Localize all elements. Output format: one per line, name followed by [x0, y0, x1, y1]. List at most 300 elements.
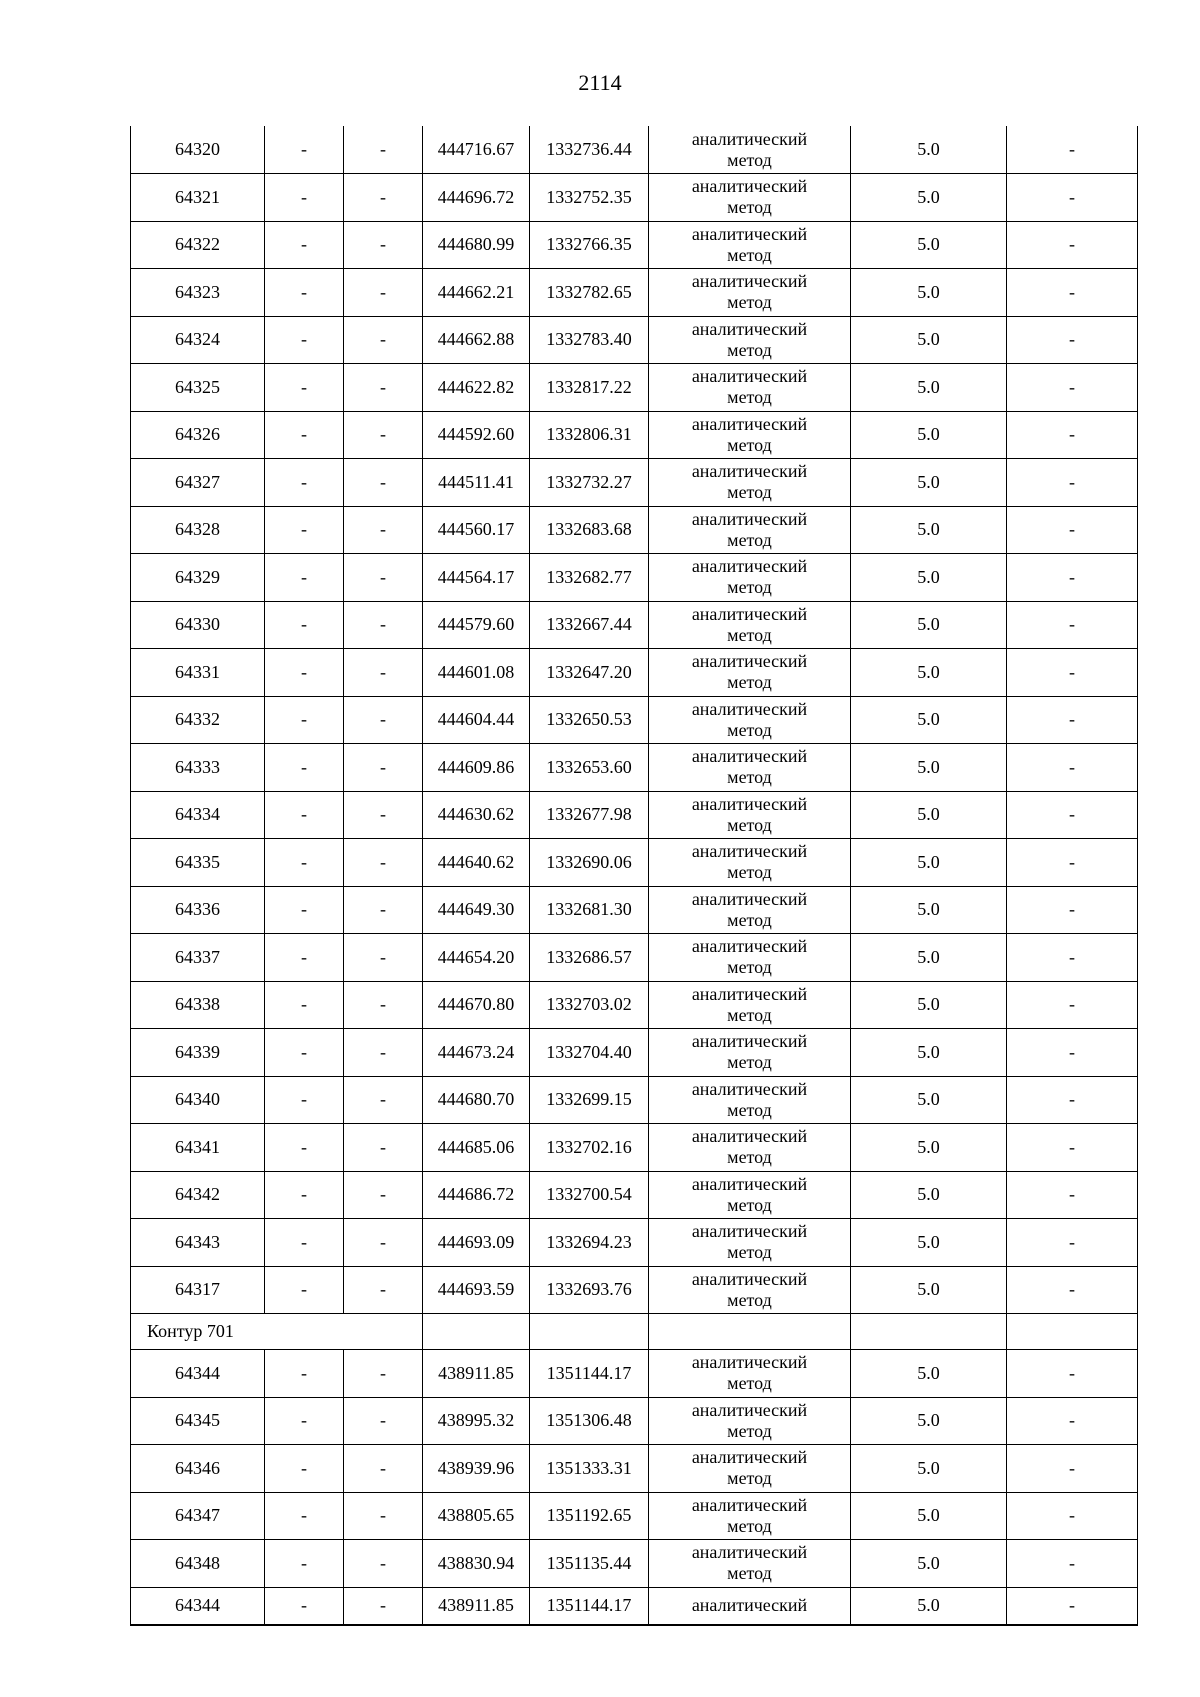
empty-cell: - — [1007, 1350, 1138, 1398]
empty-cell: - — [344, 554, 423, 602]
empty-cell: - — [265, 981, 344, 1029]
empty-cell: - — [344, 1171, 423, 1219]
empty-cell: - — [344, 1029, 423, 1077]
accuracy-cell: 5.0 — [851, 364, 1007, 412]
point-id-cell: 64330 — [131, 601, 265, 649]
method-cell — [649, 981, 851, 1029]
empty-cell: - — [344, 1350, 423, 1398]
point-id-cell: 64343 — [131, 1219, 265, 1267]
table-row — [131, 269, 1138, 317]
accuracy-cell: 5.0 — [851, 1171, 1007, 1219]
empty-cell: - — [344, 1492, 423, 1540]
empty-cell: - — [344, 1397, 423, 1445]
empty-cell: - — [265, 934, 344, 982]
point-id-cell: 64344 — [131, 1587, 265, 1625]
method-line-2: метод — [727, 1515, 772, 1536]
x-coordinate-cell: 444680.99 — [423, 221, 530, 269]
x-coordinate-cell: 444640.62 — [423, 839, 530, 887]
empty-cell: - — [344, 459, 423, 507]
empty-cell: - — [1007, 174, 1138, 222]
method-cell — [649, 1029, 851, 1077]
empty-cell: - — [1007, 1445, 1138, 1493]
empty-cell: - — [1007, 221, 1138, 269]
y-coordinate-cell: 1332686.57 — [530, 934, 649, 982]
method-cell — [649, 696, 851, 744]
empty-cell: - — [1007, 1397, 1138, 1445]
table-row — [131, 459, 1138, 507]
empty-cell: - — [1007, 126, 1138, 174]
accuracy-cell: 5.0 — [851, 696, 1007, 744]
method-cell — [649, 459, 851, 507]
point-id-cell: 64334 — [131, 791, 265, 839]
method-line-1: аналитический — [691, 651, 808, 672]
method-line-2: метод — [727, 339, 772, 360]
x-coordinate-cell: 438939.96 — [423, 1445, 530, 1493]
accuracy-cell: 5.0 — [851, 1076, 1007, 1124]
empty-cell: - — [344, 269, 423, 317]
empty-cell: - — [1007, 1492, 1138, 1540]
point-id-cell: 64329 — [131, 554, 265, 602]
method-cell — [649, 934, 851, 982]
method-cell — [649, 649, 851, 697]
empty-cell: - — [344, 981, 423, 1029]
method-line-2: метод — [727, 149, 772, 170]
method-line-2: метод — [727, 862, 772, 883]
method-cell: аналитический — [649, 1587, 851, 1625]
method-cell — [649, 886, 851, 934]
y-coordinate-cell: 1332647.20 — [530, 649, 649, 697]
point-id-cell: 64342 — [131, 1171, 265, 1219]
empty-cell: - — [265, 269, 344, 317]
x-coordinate-cell: 444693.59 — [423, 1266, 530, 1314]
empty-cell: - — [1007, 411, 1138, 459]
point-id-cell: 64336 — [131, 886, 265, 934]
empty-cell: - — [1007, 791, 1138, 839]
method-line-1: аналитический — [691, 1268, 808, 1289]
table-body-contour-700 — [131, 126, 1138, 1314]
table-row — [131, 791, 1138, 839]
empty-cell: - — [265, 744, 344, 792]
empty-cell: - — [1007, 886, 1138, 934]
y-coordinate-cell: 1351306.48 — [530, 1397, 649, 1445]
accuracy-cell: 5.0 — [851, 126, 1007, 174]
y-coordinate-cell: 1332817.22 — [530, 364, 649, 412]
x-coordinate-cell: 444649.30 — [423, 886, 530, 934]
empty-cell: - — [265, 1350, 344, 1398]
y-coordinate-cell: 1332694.23 — [530, 1219, 649, 1267]
empty-cell: - — [344, 649, 423, 697]
accuracy-cell: 5.0 — [851, 506, 1007, 554]
x-coordinate-cell: 444716.67 — [423, 126, 530, 174]
method-line-1: аналитический — [691, 318, 808, 339]
section-row — [131, 1314, 1138, 1350]
y-coordinate-cell: 1332752.35 — [530, 174, 649, 222]
x-coordinate-cell: 444693.09 — [423, 1219, 530, 1267]
empty-cell: - — [265, 1076, 344, 1124]
table-row — [131, 506, 1138, 554]
table-row — [131, 1445, 1138, 1493]
y-coordinate-cell: 1332736.44 — [530, 126, 649, 174]
empty-cell: - — [344, 744, 423, 792]
empty-cell: - — [344, 934, 423, 982]
method-line-2: метод — [727, 482, 772, 503]
accuracy-cell: 5.0 — [851, 1219, 1007, 1267]
method-line-1: аналитический — [691, 1542, 808, 1563]
table-body-last — [131, 1587, 1138, 1625]
empty-cell: - — [265, 649, 344, 697]
point-id-cell: 64339 — [131, 1029, 265, 1077]
accuracy-cell: 5.0 — [851, 839, 1007, 887]
accuracy-cell: 5.0 — [851, 174, 1007, 222]
method-cell — [649, 601, 851, 649]
empty-cell: - — [1007, 839, 1138, 887]
method-cell — [649, 1171, 851, 1219]
point-id-cell: 64346 — [131, 1445, 265, 1493]
x-coordinate-cell: 444622.82 — [423, 364, 530, 412]
table-body-contour-701 — [131, 1350, 1138, 1588]
point-id-cell: 64322 — [131, 221, 265, 269]
y-coordinate-cell: 1332766.35 — [530, 221, 649, 269]
method-line-2: метод — [727, 1420, 772, 1441]
x-coordinate-cell: 444673.24 — [423, 1029, 530, 1077]
method-line-1: аналитический — [691, 698, 808, 719]
method-line-2: метод — [727, 1004, 772, 1025]
x-coordinate-cell: 444670.80 — [423, 981, 530, 1029]
empty-cell: - — [344, 1445, 423, 1493]
empty-cell: - — [265, 506, 344, 554]
table-row — [131, 1029, 1138, 1077]
method-line-1: аналитический — [691, 366, 808, 387]
table-row — [131, 1540, 1138, 1588]
table-row — [131, 1219, 1138, 1267]
method-line-2: метод — [727, 529, 772, 550]
x-coordinate-cell: 444604.44 — [423, 696, 530, 744]
point-id-cell: 64331 — [131, 649, 265, 697]
empty-cell: - — [344, 221, 423, 269]
empty-cell: - — [265, 364, 344, 412]
point-id-cell: 64317 — [131, 1266, 265, 1314]
x-coordinate-cell: 444662.88 — [423, 316, 530, 364]
point-id-cell: 64324 — [131, 316, 265, 364]
method-line-1: аналитический — [691, 841, 808, 862]
method-line-2: метод — [727, 1373, 772, 1394]
table-row — [131, 316, 1138, 364]
x-coordinate-cell: 444680.70 — [423, 1076, 530, 1124]
y-coordinate-cell: 1332693.76 — [530, 1266, 649, 1314]
accuracy-cell: 5.0 — [851, 269, 1007, 317]
y-coordinate-cell: 1332704.40 — [530, 1029, 649, 1077]
y-coordinate-cell: 1332782.65 — [530, 269, 649, 317]
empty-cell: - — [1007, 981, 1138, 1029]
empty-cell: - — [1007, 649, 1138, 697]
y-coordinate-cell: 1332702.16 — [530, 1124, 649, 1172]
method-line-1: аналитический — [691, 176, 808, 197]
empty-cell: - — [1007, 1219, 1138, 1267]
method-line-1: аналитический — [691, 1494, 808, 1515]
empty-cell: - — [344, 316, 423, 364]
table-row — [131, 839, 1138, 887]
table-row — [131, 649, 1138, 697]
accuracy-cell: 5.0 — [851, 1587, 1007, 1625]
point-id-cell: 64344 — [131, 1350, 265, 1398]
method-line-1: аналитический — [691, 983, 808, 1004]
accuracy-cell: 5.0 — [851, 649, 1007, 697]
y-coordinate-cell: 1332732.27 — [530, 459, 649, 507]
empty-cell: - — [1007, 696, 1138, 744]
x-coordinate-cell: 438911.85 — [423, 1587, 530, 1625]
x-coordinate-cell: 444685.06 — [423, 1124, 530, 1172]
table-row — [131, 1397, 1138, 1445]
accuracy-cell: 5.0 — [851, 886, 1007, 934]
method-cell — [649, 1350, 851, 1398]
y-coordinate-cell: 1332783.40 — [530, 316, 649, 364]
x-coordinate-cell: 438911.85 — [423, 1350, 530, 1398]
method-line-2: метод — [727, 672, 772, 693]
accuracy-cell: 5.0 — [851, 934, 1007, 982]
method-line-1: аналитический — [691, 128, 808, 149]
point-id-cell: 64347 — [131, 1492, 265, 1540]
method-line-1: аналитический — [691, 793, 808, 814]
method-line-1: аналитический — [691, 271, 808, 292]
method-line-1: аналитический — [691, 1399, 808, 1420]
y-coordinate-cell: 1351144.17 — [530, 1350, 649, 1398]
x-coordinate-cell: 444579.60 — [423, 601, 530, 649]
table-row — [131, 1266, 1138, 1314]
method-line-1: аналитический — [691, 1173, 808, 1194]
table-row — [131, 364, 1138, 412]
table-row — [131, 934, 1138, 982]
point-id-cell: 64340 — [131, 1076, 265, 1124]
method-line-2: метод — [727, 387, 772, 408]
method-line-1: аналитический — [691, 508, 808, 529]
empty-cell: - — [265, 1397, 344, 1445]
empty-cell: - — [1007, 1266, 1138, 1314]
method-cell — [649, 744, 851, 792]
method-line-2: метод — [727, 577, 772, 598]
accuracy-cell: 5.0 — [851, 1029, 1007, 1077]
method-line-2: метод — [727, 814, 772, 835]
empty-cell: - — [265, 554, 344, 602]
empty-cell: - — [265, 601, 344, 649]
point-id-cell: 64333 — [131, 744, 265, 792]
method-line-2: метод — [727, 624, 772, 645]
table-row — [131, 1076, 1138, 1124]
method-cell — [649, 839, 851, 887]
point-id-cell: 64323 — [131, 269, 265, 317]
table-row — [131, 1124, 1138, 1172]
y-coordinate-cell: 1332653.60 — [530, 744, 649, 792]
empty-cell: - — [265, 1540, 344, 1588]
empty-cell: - — [265, 459, 344, 507]
empty-cell: - — [265, 696, 344, 744]
point-id-cell: 64335 — [131, 839, 265, 887]
method-line-2: метод — [727, 1099, 772, 1120]
method-line-1: аналитический — [691, 936, 808, 957]
y-coordinate-cell: 1332682.77 — [530, 554, 649, 602]
method-line-2: метод — [727, 719, 772, 740]
empty-cell: - — [265, 1219, 344, 1267]
empty-cell: - — [344, 506, 423, 554]
method-line-1: аналитический — [691, 603, 808, 624]
method-line-2: метод — [727, 767, 772, 788]
empty-cell: - — [1007, 459, 1138, 507]
empty-cell: - — [344, 1124, 423, 1172]
method-line-2: метод — [727, 909, 772, 930]
empty-cell: - — [265, 411, 344, 459]
method-line-2: метод — [727, 434, 772, 455]
method-line-2: метод — [727, 1194, 772, 1215]
empty-cell: - — [344, 1587, 423, 1625]
y-coordinate-cell: 1332690.06 — [530, 839, 649, 887]
method-line-1: аналитический — [691, 746, 808, 767]
method-cell — [649, 174, 851, 222]
x-coordinate-cell: 438995.32 — [423, 1397, 530, 1445]
table-body-section — [131, 1314, 1138, 1350]
table-row — [131, 554, 1138, 602]
method-line-2: метод — [727, 244, 772, 265]
method-line-1: аналитический — [691, 1221, 808, 1242]
method-line-1: аналитический — [691, 1352, 808, 1373]
page-number: 2114 — [578, 70, 622, 95]
y-coordinate-cell: 1351333.31 — [530, 1445, 649, 1493]
method-line-1: аналитический — [691, 1031, 808, 1052]
x-coordinate-cell: 444686.72 — [423, 1171, 530, 1219]
method-cell — [649, 411, 851, 459]
x-coordinate-cell: 444511.41 — [423, 459, 530, 507]
method-cell — [649, 554, 851, 602]
table-row — [131, 1492, 1138, 1540]
method-line-2: метод — [727, 1468, 772, 1489]
accuracy-cell: 5.0 — [851, 744, 1007, 792]
x-coordinate-cell: 444560.17 — [423, 506, 530, 554]
method-cell — [649, 1266, 851, 1314]
empty-cell: - — [344, 1219, 423, 1267]
method-cell — [649, 316, 851, 364]
table-row — [131, 174, 1138, 222]
empty-cell: - — [265, 791, 344, 839]
method-line-1: аналитический — [691, 223, 808, 244]
point-id-cell: 64327 — [131, 459, 265, 507]
empty-cell: - — [1007, 1076, 1138, 1124]
method-line-2: метод — [727, 1147, 772, 1168]
empty-cell: - — [265, 221, 344, 269]
empty-cell: - — [265, 886, 344, 934]
point-id-cell: 64338 — [131, 981, 265, 1029]
empty-cell: - — [265, 174, 344, 222]
empty-cell: - — [1007, 1124, 1138, 1172]
accuracy-cell: 5.0 — [851, 1397, 1007, 1445]
method-line-1: аналитический — [691, 1078, 808, 1099]
y-coordinate-cell: 1332650.53 — [530, 696, 649, 744]
method-line-1: аналитический — [691, 413, 808, 434]
table-row — [131, 1350, 1138, 1398]
y-coordinate-cell: 1351144.17 — [530, 1587, 649, 1625]
empty-cell: - — [265, 1492, 344, 1540]
empty-cell: - — [1007, 554, 1138, 602]
accuracy-cell: 5.0 — [851, 1266, 1007, 1314]
x-coordinate-cell: 444654.20 — [423, 934, 530, 982]
empty-cell: - — [265, 1587, 344, 1625]
empty-cell: - — [1007, 744, 1138, 792]
section-label: Контур 701 — [131, 1314, 423, 1350]
empty-cell: - — [344, 364, 423, 412]
empty-cell: - — [265, 1171, 344, 1219]
empty-cell: - — [265, 1266, 344, 1314]
point-id-cell: 64341 — [131, 1124, 265, 1172]
method-line-1: аналитический — [691, 1447, 808, 1468]
method-cell — [649, 221, 851, 269]
method-line-2: метод — [727, 1242, 772, 1263]
accuracy-cell: 5.0 — [851, 221, 1007, 269]
empty-cell: - — [265, 1029, 344, 1077]
point-id-cell: 64328 — [131, 506, 265, 554]
y-coordinate-cell: 1332667.44 — [530, 601, 649, 649]
accuracy-cell: 5.0 — [851, 981, 1007, 1029]
method-cell — [649, 126, 851, 174]
empty-cell: - — [1007, 1587, 1138, 1625]
method-line-2: метод — [727, 1563, 772, 1584]
empty-cell: - — [344, 601, 423, 649]
accuracy-cell: 5.0 — [851, 411, 1007, 459]
point-id-cell: 64345 — [131, 1397, 265, 1445]
method-cell — [649, 1540, 851, 1588]
method-cell — [649, 269, 851, 317]
accuracy-cell: 5.0 — [851, 554, 1007, 602]
method-line-2: метод — [727, 292, 772, 313]
point-id-cell: 64332 — [131, 696, 265, 744]
table-row — [131, 1171, 1138, 1219]
accuracy-cell: 5.0 — [851, 1124, 1007, 1172]
empty-cell: - — [1007, 601, 1138, 649]
method-cell — [649, 791, 851, 839]
empty-cell: - — [1007, 364, 1138, 412]
x-coordinate-cell: 444564.17 — [423, 554, 530, 602]
empty-cell: - — [344, 126, 423, 174]
y-coordinate-cell: 1332677.98 — [530, 791, 649, 839]
empty-cell: - — [344, 839, 423, 887]
point-id-cell: 64325 — [131, 364, 265, 412]
method-line-2: метод — [727, 1289, 772, 1310]
empty-cell: - — [1007, 269, 1138, 317]
accuracy-cell: 5.0 — [851, 1540, 1007, 1588]
table-row — [131, 411, 1138, 459]
point-id-cell: 64321 — [131, 174, 265, 222]
point-id-cell: 64326 — [131, 411, 265, 459]
y-coordinate-cell: 1332699.15 — [530, 1076, 649, 1124]
table-row — [131, 886, 1138, 934]
method-line-2: метод — [727, 1052, 772, 1073]
y-coordinate-cell: 1351192.65 — [530, 1492, 649, 1540]
method-cell — [649, 1219, 851, 1267]
empty-cell: - — [265, 839, 344, 887]
empty-cell: - — [265, 1445, 344, 1493]
point-id-cell: 64320 — [131, 126, 265, 174]
method-cell — [649, 1076, 851, 1124]
empty-cell: - — [1007, 934, 1138, 982]
accuracy-cell: 5.0 — [851, 1350, 1007, 1398]
table-row — [131, 221, 1138, 269]
y-coordinate-cell: 1332700.54 — [530, 1171, 649, 1219]
accuracy-cell: 5.0 — [851, 316, 1007, 364]
x-coordinate-cell: 438805.65 — [423, 1492, 530, 1540]
method-line-2: метод — [727, 197, 772, 218]
method-line-1: аналитический — [691, 461, 808, 482]
method-line-1: аналитический — [691, 1126, 808, 1147]
empty-cell: - — [344, 411, 423, 459]
x-coordinate-cell: 444601.08 — [423, 649, 530, 697]
method-cell — [649, 364, 851, 412]
table-row — [131, 696, 1138, 744]
